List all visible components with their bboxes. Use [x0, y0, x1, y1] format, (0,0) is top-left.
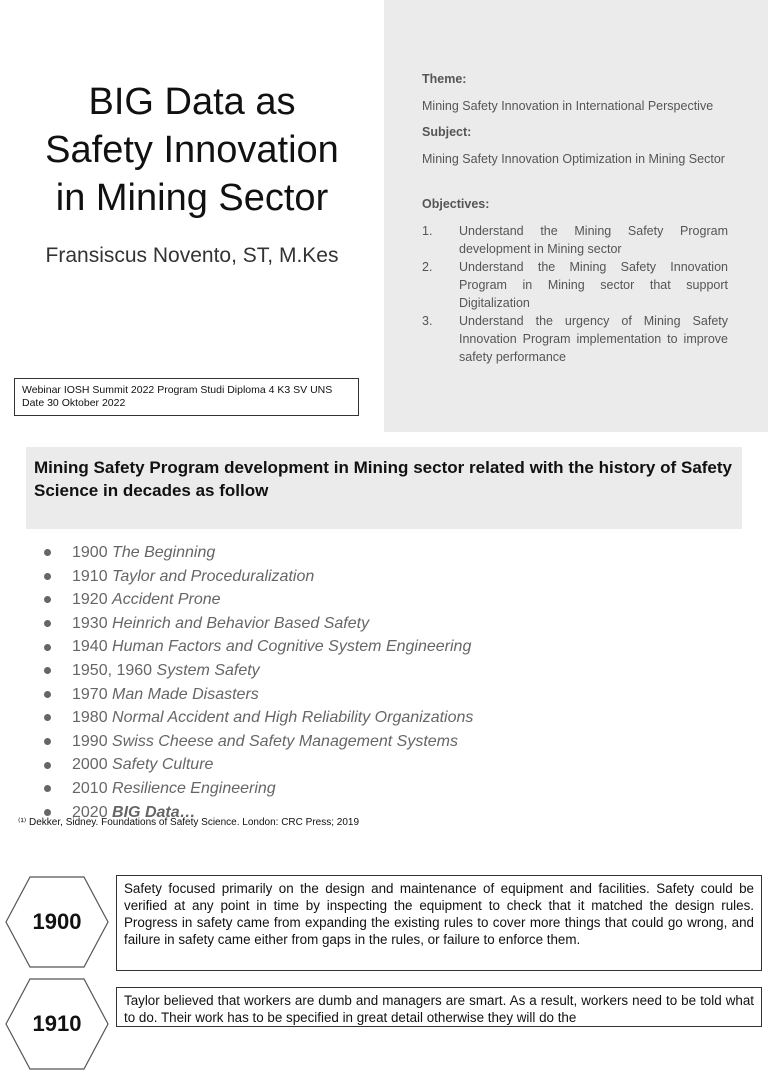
bullet-icon: [44, 620, 51, 627]
decade-label: Accident Prone: [112, 591, 221, 609]
bullet-icon: [44, 809, 51, 816]
decade-item: [40, 541, 473, 565]
theme-text: Mining Safety Innovation in International Perspective: [422, 99, 714, 113]
objective-item: [422, 222, 728, 258]
decade-year: 2010: [72, 779, 108, 797]
decade-year: 1940: [72, 638, 108, 656]
decade-item: [40, 635, 473, 659]
objectives-panel: [384, 0, 768, 432]
decade-item: [40, 588, 473, 612]
decade-item: [40, 730, 473, 754]
decade-year: 1980: [72, 709, 108, 727]
decade-year: 2020: [72, 803, 108, 821]
decade-label: Man Made Disasters: [112, 685, 259, 703]
bullet-icon: [44, 644, 51, 651]
decade-label: BIG Data…: [112, 803, 196, 821]
objective-number: 2.: [422, 260, 433, 274]
era-description-box: Taylor believed that workers are dumb and managers are smart. As a result, workers need to be told what to do. Their work has to be specified in great detail otherwise they will do the: [116, 987, 762, 1027]
decade-label: Resilience Engineering: [112, 779, 276, 797]
decade-label: Swiss Cheese and Safety Management Systems: [112, 732, 458, 750]
bullet-icon: [44, 549, 51, 556]
objective-number: 3.: [422, 314, 433, 328]
decade-year: 1970: [72, 685, 108, 703]
objective-number: 1.: [422, 224, 433, 238]
bullet-icon: [44, 738, 51, 745]
decade-label: Taylor and Proceduralization: [112, 567, 315, 585]
decade-year: 1930: [72, 614, 108, 632]
main-title: [0, 78, 384, 222]
decade-label: Human Factors and Cognitive System Engineering: [112, 638, 472, 656]
theme-label: Theme:: [422, 72, 467, 86]
main-title-line-2: Safety Innovation: [45, 129, 339, 171]
decade-year: 1950, 1960: [72, 661, 153, 679]
decade-item: [40, 565, 473, 589]
bullet-icon: [44, 573, 51, 580]
decade-item: [40, 659, 473, 683]
decade-label: Normal Accident and High Reliability Organizations: [112, 709, 474, 727]
decade-label: The Beginning: [112, 544, 216, 561]
footnote-citation: ⁽¹⁾ Dekker, Sidney. Foundations of Safety Science. London: CRC Press; 2019: [18, 817, 360, 828]
decade-item: [40, 777, 473, 801]
decade-label: Safety Culture: [112, 756, 214, 774]
section-heading: Mining Safety Program development in Mining sector related with the history of Safety Science in decades as follow: [26, 447, 742, 529]
objective-text: Understand the Mining Safety Innovation Program in Mining sector that support Digitalization: [459, 260, 728, 310]
objective-text: Understand the Mining Safety Program development in Mining sector: [459, 224, 728, 256]
bullet-icon: [44, 714, 51, 721]
decade-item: [40, 612, 473, 636]
decade-item: [40, 706, 473, 730]
subject-text: Mining Safety Innovation Optimization in Mining Sector: [422, 152, 725, 166]
decade-year: 1990: [72, 732, 108, 750]
main-title-line-1: BIG Data as: [88, 81, 296, 123]
bullet-icon: [44, 762, 51, 769]
decade-label: System Safety: [156, 661, 260, 679]
subject-label: Subject:: [422, 125, 472, 139]
hexagon-year-label: 1910: [32, 1011, 82, 1036]
objective-item: [422, 312, 728, 366]
objective-text: Understand the urgency of Mining Safety Innovation Program implementation to improve safety performance: [459, 314, 728, 364]
bullet-icon: [44, 785, 51, 792]
decade-item: [40, 753, 473, 777]
decade-year: 1910: [72, 567, 108, 585]
decade-year: 1900: [72, 544, 108, 561]
decade-item: [40, 683, 473, 707]
author-name: Fransiscus Novento, ST, M.Kes: [45, 244, 339, 267]
bullet-icon: [44, 667, 51, 674]
year-hexagon: [4, 876, 110, 968]
decades-list: [40, 541, 473, 824]
objectives-list: [422, 222, 728, 366]
decade-year: 1920: [72, 591, 108, 609]
year-hexagon: [4, 978, 110, 1070]
bullet-icon: [44, 596, 51, 603]
main-title-line-3: in Mining Sector: [55, 177, 329, 219]
bullet-icon: [44, 691, 51, 698]
objectives-label: Objectives:: [422, 197, 490, 211]
hexagon-year-label: 1900: [32, 909, 82, 934]
webinar-info-box: Webinar IOSH Summit 2022 Program Studi Diploma 4 K3 SV UNS Date 30 Oktober 2022: [14, 378, 359, 416]
decade-year: 2000: [72, 756, 108, 774]
objective-item: [422, 258, 728, 312]
era-description-box: Safety focused primarily on the design and maintenance of equipment and facilities. Safety could be verified at any point in time by inspecting the equipment to check that it matched the design rules. Progress in safety came from expanding the existing rules to cover more things that could go wrong, and failure in safety came either from gaps in the rules, or failure to enforce them.: [116, 875, 762, 971]
decade-label: Heinrich and Behavior Based Safety: [112, 614, 370, 632]
